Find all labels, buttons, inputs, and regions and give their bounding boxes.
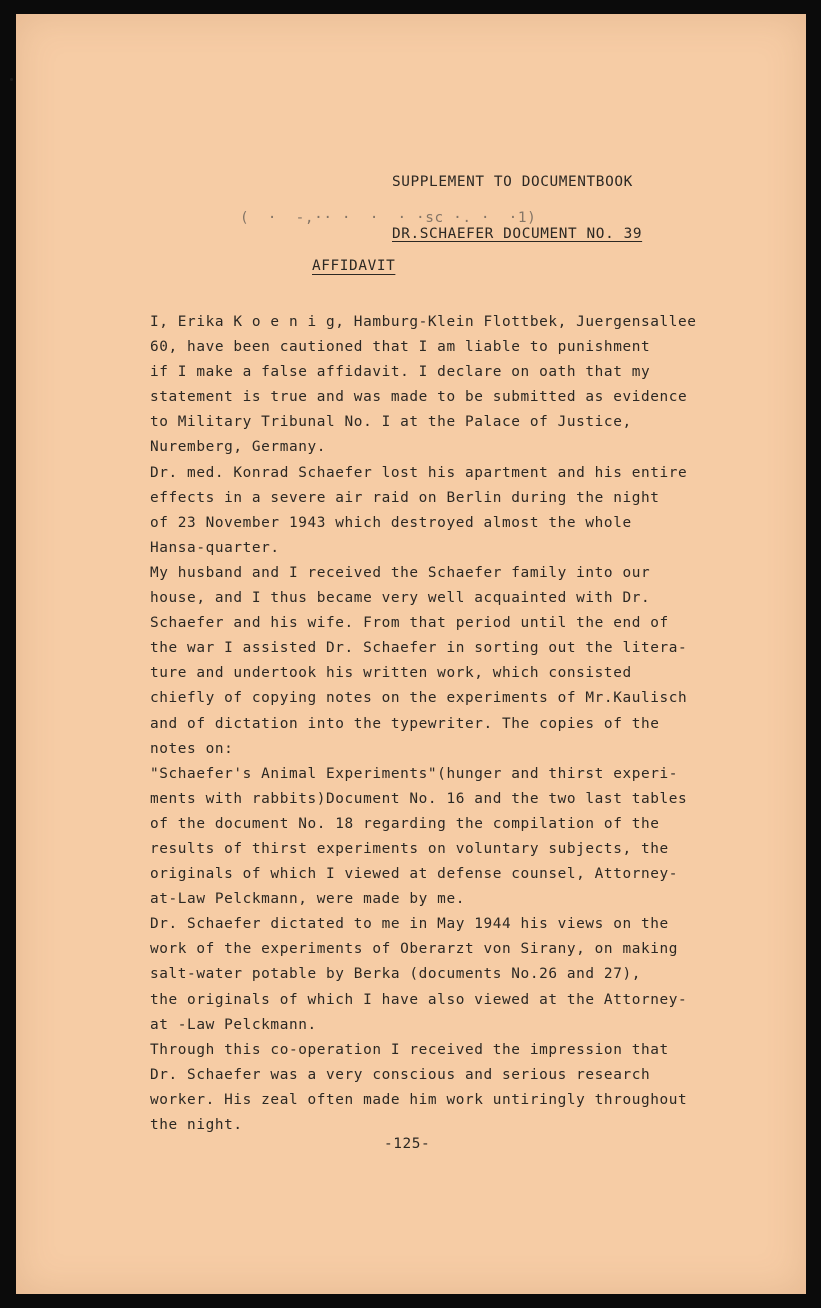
body-line: notes on: — [150, 740, 234, 757]
body-line: at-Law Pelckmann, were made by me. — [150, 891, 465, 908]
body-line: the originals of which I have also viewed at the Attorney- — [150, 991, 688, 1008]
body-line: effects in a severe air raid on Berlin during the night — [150, 489, 660, 506]
body-line: My husband and I received the Schaefer family into our — [150, 564, 651, 581]
body-line: originals of which I viewed at defense counsel, Attorney- — [150, 866, 679, 883]
body-line: worker. His zeal often made him work untiringly throughout — [150, 1091, 688, 1108]
body-line: Dr. med. Konrad Schaefer lost his apartment and his entire — [150, 464, 688, 481]
body-line: the night. — [150, 1117, 243, 1133]
body-line: chiefly of copying notes on the experiments of Mr.Kaulisch — [150, 690, 688, 707]
body-line: results of thirst experiments on voluntary subjects, the — [150, 840, 669, 857]
faint-reference-mark: ( · -,·· · · · ·sc ·. · ·1) — [240, 210, 537, 226]
body-line: the war I assisted Dr. Schaefer in sorting out the litera- — [150, 640, 688, 657]
body-line: Dr. Schaefer dictated to me in May 1944 his views on the — [150, 916, 669, 933]
body-line: I, Erika K o e n i g, Hamburg-Klein Flottbek, Juergensallee — [150, 314, 697, 330]
specks — [10, 78, 13, 81]
body-line: ments with rabbits)Document No. 16 and the two last tables — [150, 790, 688, 807]
document-header — [392, 140, 642, 260]
body-line: Hansa-quarter. — [150, 539, 280, 556]
body-line: Dr. Schaefer was a very conscious and serious research — [150, 1066, 651, 1083]
body-line: to Military Tribunal No. I at the Palace of Justice, — [150, 414, 632, 431]
body-line: of 23 November 1943 which destroyed almost the whole — [150, 514, 632, 531]
body-line: 60, have been cautioned that I am liable to punishment — [150, 339, 651, 356]
body-line: statement is true and was made to be submitted as evidence — [150, 389, 688, 406]
body-line: "Schaefer's Animal Experiments"(hunger and thirst experi- — [150, 765, 679, 782]
affidavit-title: AFFIDAVIT — [312, 258, 396, 274]
page-number: -125- — [384, 1136, 431, 1152]
body-line: salt-water potable by Berka (documents No.26 and 27), — [150, 966, 641, 983]
header-supplement-line: SUPPLEMENT TO DOCUMENTBOOK — [392, 174, 633, 190]
body-line: of the document No. 18 regarding the compilation of the — [150, 815, 660, 832]
body-line: work of the experiments of Oberarzt von Sirany, on making — [150, 941, 679, 958]
body-line: Schaefer and his wife. From that period until the end of — [150, 615, 669, 632]
header-document-number: DR.SCHAEFER DOCUMENT NO. 39 — [392, 226, 643, 242]
body-line: at -Law Pelckmann. — [150, 1016, 317, 1033]
body-line: Nuremberg, Germany. — [150, 439, 327, 456]
body-line: if I make a false affidavit. I declare on oath that my — [150, 364, 651, 381]
body-line: Through this co-operation I received the impression that — [150, 1041, 669, 1058]
body-line: and of dictation into the typewriter. The copies of the — [150, 715, 660, 732]
affidavit-body — [150, 310, 697, 1138]
body-line: house, and I thus became very well acquainted with Dr. — [150, 590, 651, 607]
body-line: ture and undertook his written work, which consisted — [150, 665, 632, 682]
